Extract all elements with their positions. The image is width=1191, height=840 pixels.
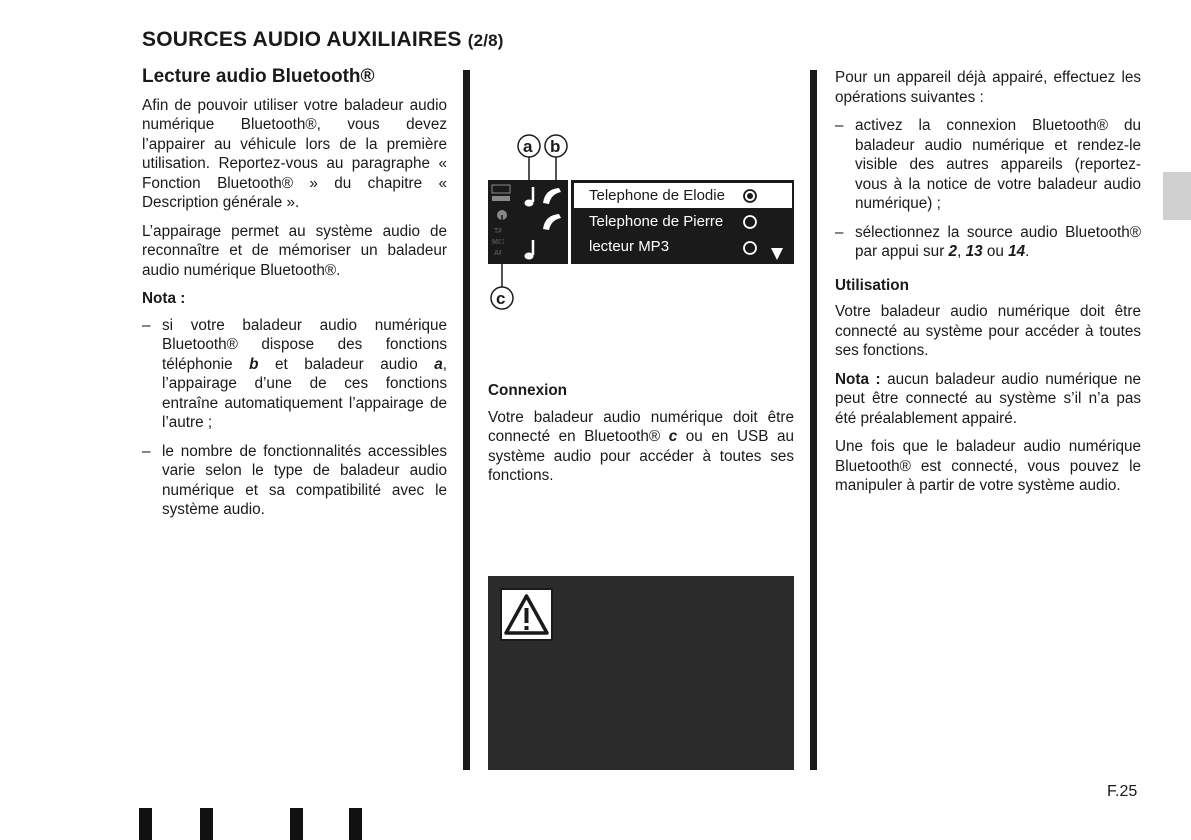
label-mix: MIX [492,239,505,246]
paragraph-connexion [488,408,794,486]
callout-a-label: a [523,137,533,156]
warning-box [488,576,794,770]
page-title [142,28,504,52]
nota-text: si votre baladeur audio numérique Bluetooth® dispose des fonctions téléphonie [162,316,447,373]
connexion-text: ou en USB au système audio pour accéder à toutes ses fonctions. [488,428,794,484]
radio-dot-icon [747,193,753,199]
key-ref: 2 [948,243,958,260]
screen-divider [568,180,571,264]
nota-text: , l’appairage d’une de ces fonctions entraîne automatiquement l’appairage de l’autre ; [162,355,447,431]
nota-text: et baladeur audio [258,355,435,373]
chapter-tab [1163,172,1191,220]
ref-b: b [249,355,259,373]
column-bluetooth-playback [142,67,447,529]
signal-icon [492,196,510,201]
ref-c: c [668,428,678,445]
registration-mark [349,808,362,840]
label-ta: TA [494,228,503,235]
step-text: . [1025,243,1030,260]
section-heading-utilisation: Utilisation [835,276,909,294]
ref-a: a [434,355,443,373]
nota-item-functions [142,316,447,433]
column-usage [835,68,1141,505]
paragraph-nota [835,370,1141,429]
key-ref: 14 [1008,243,1026,260]
nota-text: aucun baladeur audio numérique ne peut être connecté au système s’il n’a pas été préalablement appairé. [835,370,1142,427]
steps-list [835,116,1141,262]
step-activate-bluetooth: – activez la connexion Bluetooth® du baladeur audio numérique et rendez-le visible des autres appareils (reportez-vous à la notice de votre baladeur audio numérique) ; [835,116,1141,214]
paragraph-pairing-intro: Afin de pouvoir utiliser votre baladeur audio numérique Bluetooth®, vous devez l’appairer au véhicule lors de la première utilisation. Reportez-vous au paragraphe « Fonction Bluetooth® » du chapitre « Description générale ». [142,96,447,211]
step-text: , [957,243,966,260]
step-select-source [835,223,1141,262]
callout-c-label: c [496,289,506,308]
column-connexion [488,381,794,495]
callout-b-label: b [550,137,561,156]
paragraph-usage: Votre baladeur audio numérique doit être connecté au système pour accéder à toutes ses fonctions. [835,303,1141,359]
column-divider-right [810,70,817,770]
registration-mark [200,808,213,840]
nota-label: Nota : [142,290,186,307]
device-item-3: lecteur MP3 [589,238,670,255]
paragraph-paired-intro: Pour un appareil déjà appairé, effectuez les opérations suivantes : [835,69,1141,106]
nota-list [142,316,447,520]
section-heading-bluetooth: Lecture audio Bluetooth® [142,66,375,87]
paragraph-connected: Une fois que le baladeur audio numérique Bluetooth® est connecté, vous pouvez le manipuler à partir de votre système audio. [835,438,1141,494]
registration-mark [139,808,152,840]
connexion-text: Votre baladeur audio numérique doit être connecté en Bluetooth® [488,408,794,445]
registration-mark [290,808,303,840]
device-item-1: Telephone de Elodie [589,187,725,204]
warning-triangle-icon [500,588,553,641]
device-item-2: Telephone de Pierre [589,213,724,230]
label-af: AF [494,250,504,257]
nota-item-compatibility: – le nombre de fonctionnalités accessibles varie selon le type de baladeur audio numérique et sa compatibilité avec le système audio. [142,442,447,520]
page-indicator: (2/8) [467,31,504,50]
column-divider-left [463,70,470,770]
page-number: F.25 [1107,783,1138,800]
paragraph-pairing-memory: L’appairage permet au système audio de reconnaître et de mémoriser un baladeur audio numérique Bluetooth®. [142,222,447,279]
audio-display-illustration [488,132,798,312]
title-text: SOURCES AUDIO AUXILIAIRES [142,28,462,51]
nota-label: Nota : [835,370,881,388]
section-heading-connexion: Connexion [488,382,568,399]
step-text: ou [982,243,1009,260]
key-ref: 13 [965,243,983,260]
step-text: sélectionnez la source audio Bluetooth® par appui sur [855,223,1141,260]
